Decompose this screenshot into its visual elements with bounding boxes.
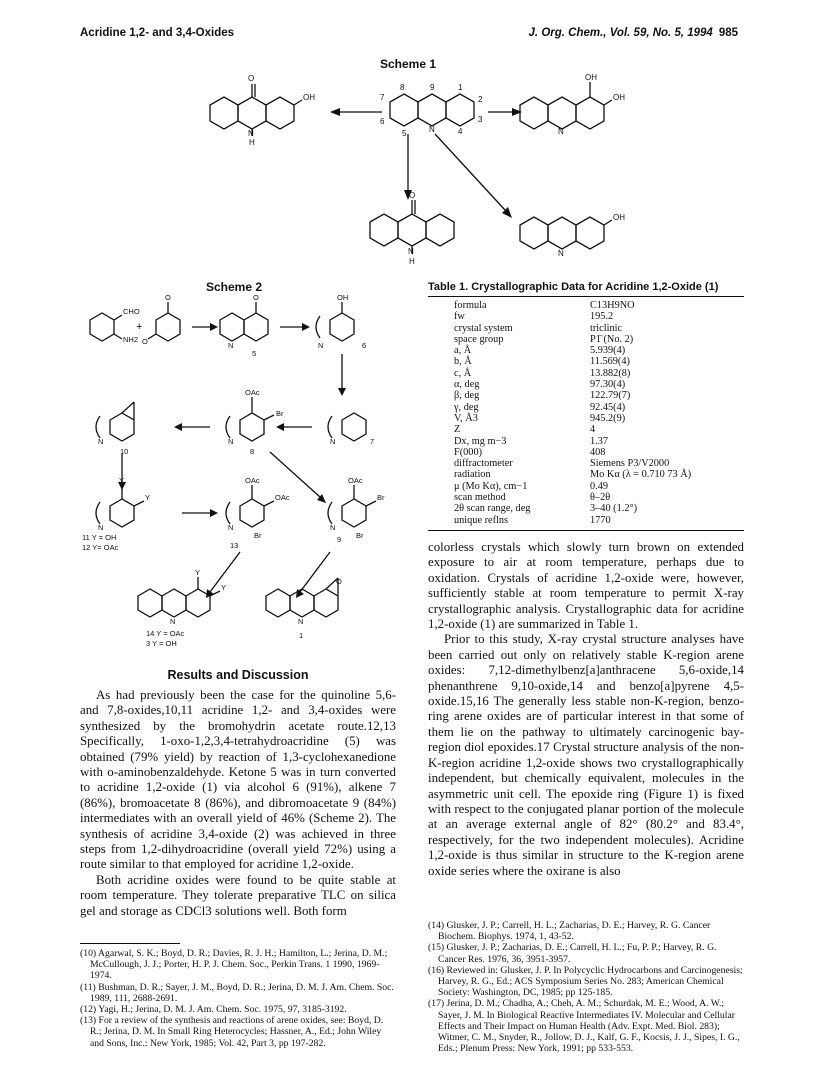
scheme1-label: OH [585, 73, 597, 82]
table-param: diffractometer [454, 458, 513, 470]
table-param: β, deg [454, 390, 480, 402]
table-row [454, 515, 691, 526]
table-value: 11.569(4) [590, 356, 630, 368]
scheme2-label: 10 [120, 447, 129, 456]
table-value: 3–40 (1.2°) [590, 503, 638, 515]
table-param: V, Å3 [454, 412, 478, 424]
scheme2-label: Y [119, 476, 125, 485]
scheme2-label: 6 [362, 341, 367, 350]
table-value: 1.37 [590, 435, 609, 447]
scheme2-label: O [142, 337, 148, 346]
table-param: b, Å [454, 356, 472, 368]
crystallographic-table [454, 300, 691, 526]
table-param: Dx, mg m−3 [454, 435, 507, 447]
paragraph: Prior to this study, X-ray crystal structure analyses have been carried out only on relatively stable K-region arene oxides: 7,12-dimethylbenz[a]anthracene 5,6-oxide,14 phenanthrene 9,10-oxide,14 and benzo[a]pyrene 4,5-oxide.15,16 The generally less stable non-K-region, benzo-ring arene oxides are of particular interest in that some of them lie on the pathway to ultimately carcinogenic bay-region diol epoxides.17 Crystal structure analysis of the non-K-region acridine 1,2-oxide shows two crystallographically independent, but chemically equivalent, molecules in the asymmetric unit cell. The epoxide ring (Figure 1) is fixed with respect to the conjugated planar portion of the molecule at an average external angle of 82° (80.2° and 83.4°, respectively, for the two independent molecules). Acridine 1,2-oxide is thus similar in structure to the K-region arene oxide series where the oxirane is also [428, 632, 744, 878]
scheme2-label: N [298, 617, 304, 626]
table-row [454, 390, 691, 401]
table-title: Crystallographic Data for Acridine 1,2-Oxide (1) [471, 281, 719, 293]
right-column-text [428, 540, 744, 879]
table-value: Siemens P3/V2000 [590, 458, 670, 470]
scheme1-label: 7 [380, 93, 385, 102]
table-param: unique reflns [454, 514, 509, 526]
scheme2-title: Scheme 2 [206, 280, 263, 294]
table-param: γ, deg [454, 401, 479, 413]
table-row [454, 334, 691, 345]
scheme1-title: Scheme 1 [380, 57, 437, 71]
table-label: Table 1. [428, 281, 469, 293]
scheme1-label: N [248, 129, 254, 138]
table-top-rule [428, 296, 744, 297]
table-param: a, Å [454, 345, 472, 357]
table-param: formula [454, 300, 487, 311]
table-value: 97.30(4) [590, 379, 626, 391]
scheme1-label: 8 [400, 83, 405, 92]
table-param: Z [454, 424, 461, 436]
scheme1-label: O [409, 191, 416, 200]
scheme1-label: N [408, 247, 414, 256]
scheme2-label: Br [377, 493, 385, 502]
scheme1-label: OH [613, 213, 625, 222]
table-param: radiation [454, 469, 491, 481]
table-value: C13H9NO [590, 300, 635, 311]
scheme1-label: 9 [430, 83, 435, 92]
footnote: (16) Reviewed in: Glusker, J. P. In Polycyclic Hydrocarbons and Carcinogenesis; Harvey, R. G., Ed.; ACS Symposium Series No. 283; American Chemical Society: Washington, DC, 1985; pp 125-185. [428, 964, 743, 999]
table-row [454, 458, 691, 469]
footnote: (13) For a review of the synthesis and reactions of arene oxides, see: Boyd, D. R.; Jerina, D. M. In Small Ring Heterocycles; Hassner, A., Ed.; John Wiley and Sons, Inc.: New York, 1985; Vol. 42, Part 3, pp 197-282. [80, 1015, 384, 1049]
scheme2-label: Y [145, 493, 151, 502]
table-param: crystal system [454, 322, 513, 334]
scheme2-label: 14 Y = OAc [146, 629, 185, 638]
scheme2-label: Br [276, 409, 284, 418]
table-row [454, 481, 691, 492]
table-value: 945.2(9) [590, 412, 626, 424]
scheme2-label: 1 [299, 631, 304, 640]
table-param: fw [454, 311, 465, 323]
journal-name: J. Org. Chem., Vol. 59, No. 5, 1994 [528, 27, 713, 39]
scheme2-label: O [165, 293, 171, 302]
table-row [454, 402, 691, 413]
table-row [454, 300, 691, 311]
scheme2-label: N [228, 437, 234, 446]
scheme2-label: Y [221, 583, 227, 592]
scheme2-label: OAc [245, 476, 260, 485]
table-row [454, 492, 691, 503]
scheme2-label: 9 [337, 535, 342, 544]
table-row [454, 345, 691, 356]
scheme1-label: N [558, 249, 564, 258]
footnote: (11) Bushman, D. R.; Sayer, J. M., Boyd, D. R.; Jerina, D. M. J. Am. Chem. Soc. 1989, 111, 2688-2691. [80, 981, 394, 1004]
scheme2-label: OH [337, 293, 349, 302]
scheme1-label: 4 [458, 127, 463, 136]
table-value: 1770 [590, 514, 611, 526]
scheme2-label: O [253, 293, 259, 302]
table-param: c, Å [454, 367, 472, 379]
scheme1-label: N [429, 125, 435, 134]
scheme2-label: NH2 [123, 335, 139, 344]
scheme2-label: Y [195, 568, 201, 577]
table-row [454, 413, 691, 424]
footnote-rule [80, 943, 180, 944]
table-param: scan method [454, 492, 506, 504]
table-value: 92.45(4) [590, 401, 626, 413]
scheme1-label: O [248, 74, 255, 83]
table-value: 5.939(4) [590, 345, 626, 357]
scheme1-label: H [409, 257, 415, 266]
scheme2-figure [80, 292, 410, 664]
table-row [454, 447, 691, 458]
scheme2-label: N [330, 437, 336, 446]
scheme2-label: 11 Y = OH [82, 533, 117, 542]
table-bottom-rule [428, 530, 744, 531]
right-footnotes [428, 920, 744, 1054]
scheme2-label: 8 [250, 447, 255, 456]
paragraph: Both acridine oxides were found to be quite stable at room temperature. They tolerate preparative TLC on silica gel and storage as CDCl3 solutions well. Both form [80, 872, 396, 918]
table-row [454, 311, 691, 322]
scheme2-label: 7 [370, 437, 375, 446]
scheme1-label: 1 [458, 83, 463, 92]
footnote: (14) Glusker, J. P.; Carrell, H. L.; Zacharias, D. E.; Harvey, R. G. Cancer Biochem. Biophys. 1974, 1, 43-52. [428, 920, 711, 943]
scheme1-label: OH [613, 93, 625, 102]
table-value: Mo Kα (λ = 0.710 73 Å) [590, 469, 692, 481]
table-row [454, 503, 691, 514]
scheme2-label: 5 [252, 349, 257, 358]
scheme2-label: OAc [245, 388, 260, 397]
table-row [454, 424, 691, 435]
table-row [454, 368, 691, 379]
scheme2-label: N [228, 341, 234, 350]
table-value: 195.2 [590, 311, 614, 323]
table-value: P1̄ (No. 2) [590, 333, 634, 345]
scheme1-label: 3 [478, 115, 483, 124]
table-row [454, 469, 691, 480]
running-title: Acridine 1,2- and 3,4-Oxides [80, 27, 235, 39]
scheme2-label: 13 [230, 541, 239, 550]
scheme2-label: CHO [123, 307, 140, 316]
scheme1-label: 6 [380, 117, 385, 126]
table-row [454, 379, 691, 390]
left-footnotes [80, 948, 396, 1049]
table-caption [428, 281, 744, 293]
scheme2-label: N [330, 523, 336, 532]
footnote: (10) Agarwal, S. K.; Boyd, D. R.; Davies, R. J. H.; Hamilton, L.; Jerina, D. M.; McCullough, J. J.; Porter, H. P. J. Chem. Soc., Perkin Trans. 1 1990, 1969-1974. [80, 948, 388, 982]
scheme2-label: N [170, 617, 176, 626]
table-value: 122.79(7) [590, 390, 631, 402]
table-value: 13.882(8) [590, 367, 631, 379]
table-param: F(000) [454, 446, 483, 458]
scheme2-label: N [318, 341, 324, 350]
paragraph: As had previously been the case for the quinoline 5,6- and 7,8-oxides,10,11 acridine 1,2- and 3,4-oxides were synthesized by the bromohydrin acetate route.12,13 Specifically, 1-oxo-1,2,3,4-tetrahydroacridine (5) was obtained (79% yield) by reaction of 1,3-cyclohexanedione with o-aminobenzaldehyde. Ketone 5 was in turn converted to acridine 1,2-oxide (1) via alcohol 6 (91%), alkene 7 (86%), bromoacetate 8 (86%), and dibromoacetate 9 (84%) intermediates with an overall yield of 46% (Scheme 2). The synthesis of acridine 3,4-oxide (2) was achieved in three steps from 1,2-dihydroacridine (overall yield 72%) using a route similar to that employed for acridine 1,2-oxide. [80, 688, 396, 872]
scheme2-label: N [228, 523, 234, 532]
scheme2-label: O [336, 577, 342, 586]
footnote: (12) Yagi, H.; Jerina, D. M. J. Am. Chem. Soc. 1975, 97, 3185-3192. [80, 1004, 347, 1016]
scheme2-label: N [98, 437, 104, 446]
table-param: α, deg [454, 379, 480, 391]
scheme1-label: N [558, 127, 564, 136]
table-value: 4 [590, 424, 596, 436]
scheme1-label: 2 [478, 95, 483, 104]
table-param: μ (Mo Kα), cm−1 [454, 480, 528, 492]
scheme2-label: Br [356, 531, 364, 540]
scheme2-label: OAc [275, 493, 290, 502]
scheme1-figure [190, 70, 750, 280]
table-value: triclinic [590, 322, 623, 334]
running-header [80, 27, 738, 41]
scheme2-label: + [136, 321, 143, 333]
table-row [454, 356, 691, 367]
journal-citation [529, 27, 738, 39]
section-title: Results and Discussion [167, 668, 309, 682]
scheme2-label: 12 Y= OAc [82, 543, 119, 552]
table-value: θ–2θ [590, 492, 611, 504]
scheme1-label: OH [303, 93, 315, 102]
footnote: (15) Glusker, J. P.; Zacharias, D. E.; Carrell, H. L.; Fu, P. P.; Harvey, R. G. Cancer Res. 1976, 36, 3951-3957. [428, 942, 717, 965]
scheme1-label: H [249, 138, 255, 147]
scheme1-label: 5 [402, 129, 407, 138]
table-value: 408 [590, 446, 606, 458]
scheme2-label: Br [254, 531, 262, 540]
scheme2-label: 3 Y = OH [146, 639, 177, 648]
table-param: 2θ scan range, deg [454, 503, 531, 515]
paragraph: colorless crystals which slowly turn brown on extended exposure to air at room temperature, perhaps due to oxidation. Crystals of acridine 1,2-oxide were, however, sufficiently stable at room temperature to permit X-ray crystallographic analysis. Crystallographic data for acridine 1,2-oxide (1) are summarized in Table 1. [428, 540, 744, 632]
page-number: 985 [718, 27, 738, 39]
table-value: 0.49 [590, 480, 609, 492]
footnote: (17) Jerina, D. M.; Chadha, A.; Cheh, A. M.; Schurdak, M. E.; Wood, A. W.; Sayer, J. M. In Biological Reactive Intermediates IV. Molecular and Cellular Effects and Their Impact on Human Health (Adv. Expt. Med. Biol. 283); Witmer, C. M., Snyder, R., Jollow, D. J., Kalf, G. F., Kocsis, J. J., Sipes, I. G., Eds.; Plenum Press: New York, 1991; pp 533-553. [428, 998, 740, 1055]
scheme2-label: N [98, 523, 104, 532]
table-row [454, 436, 691, 447]
table-param: space group [454, 333, 504, 345]
scheme2-label: OAc [348, 476, 363, 485]
table-row [454, 323, 691, 334]
left-column-text [80, 688, 396, 919]
